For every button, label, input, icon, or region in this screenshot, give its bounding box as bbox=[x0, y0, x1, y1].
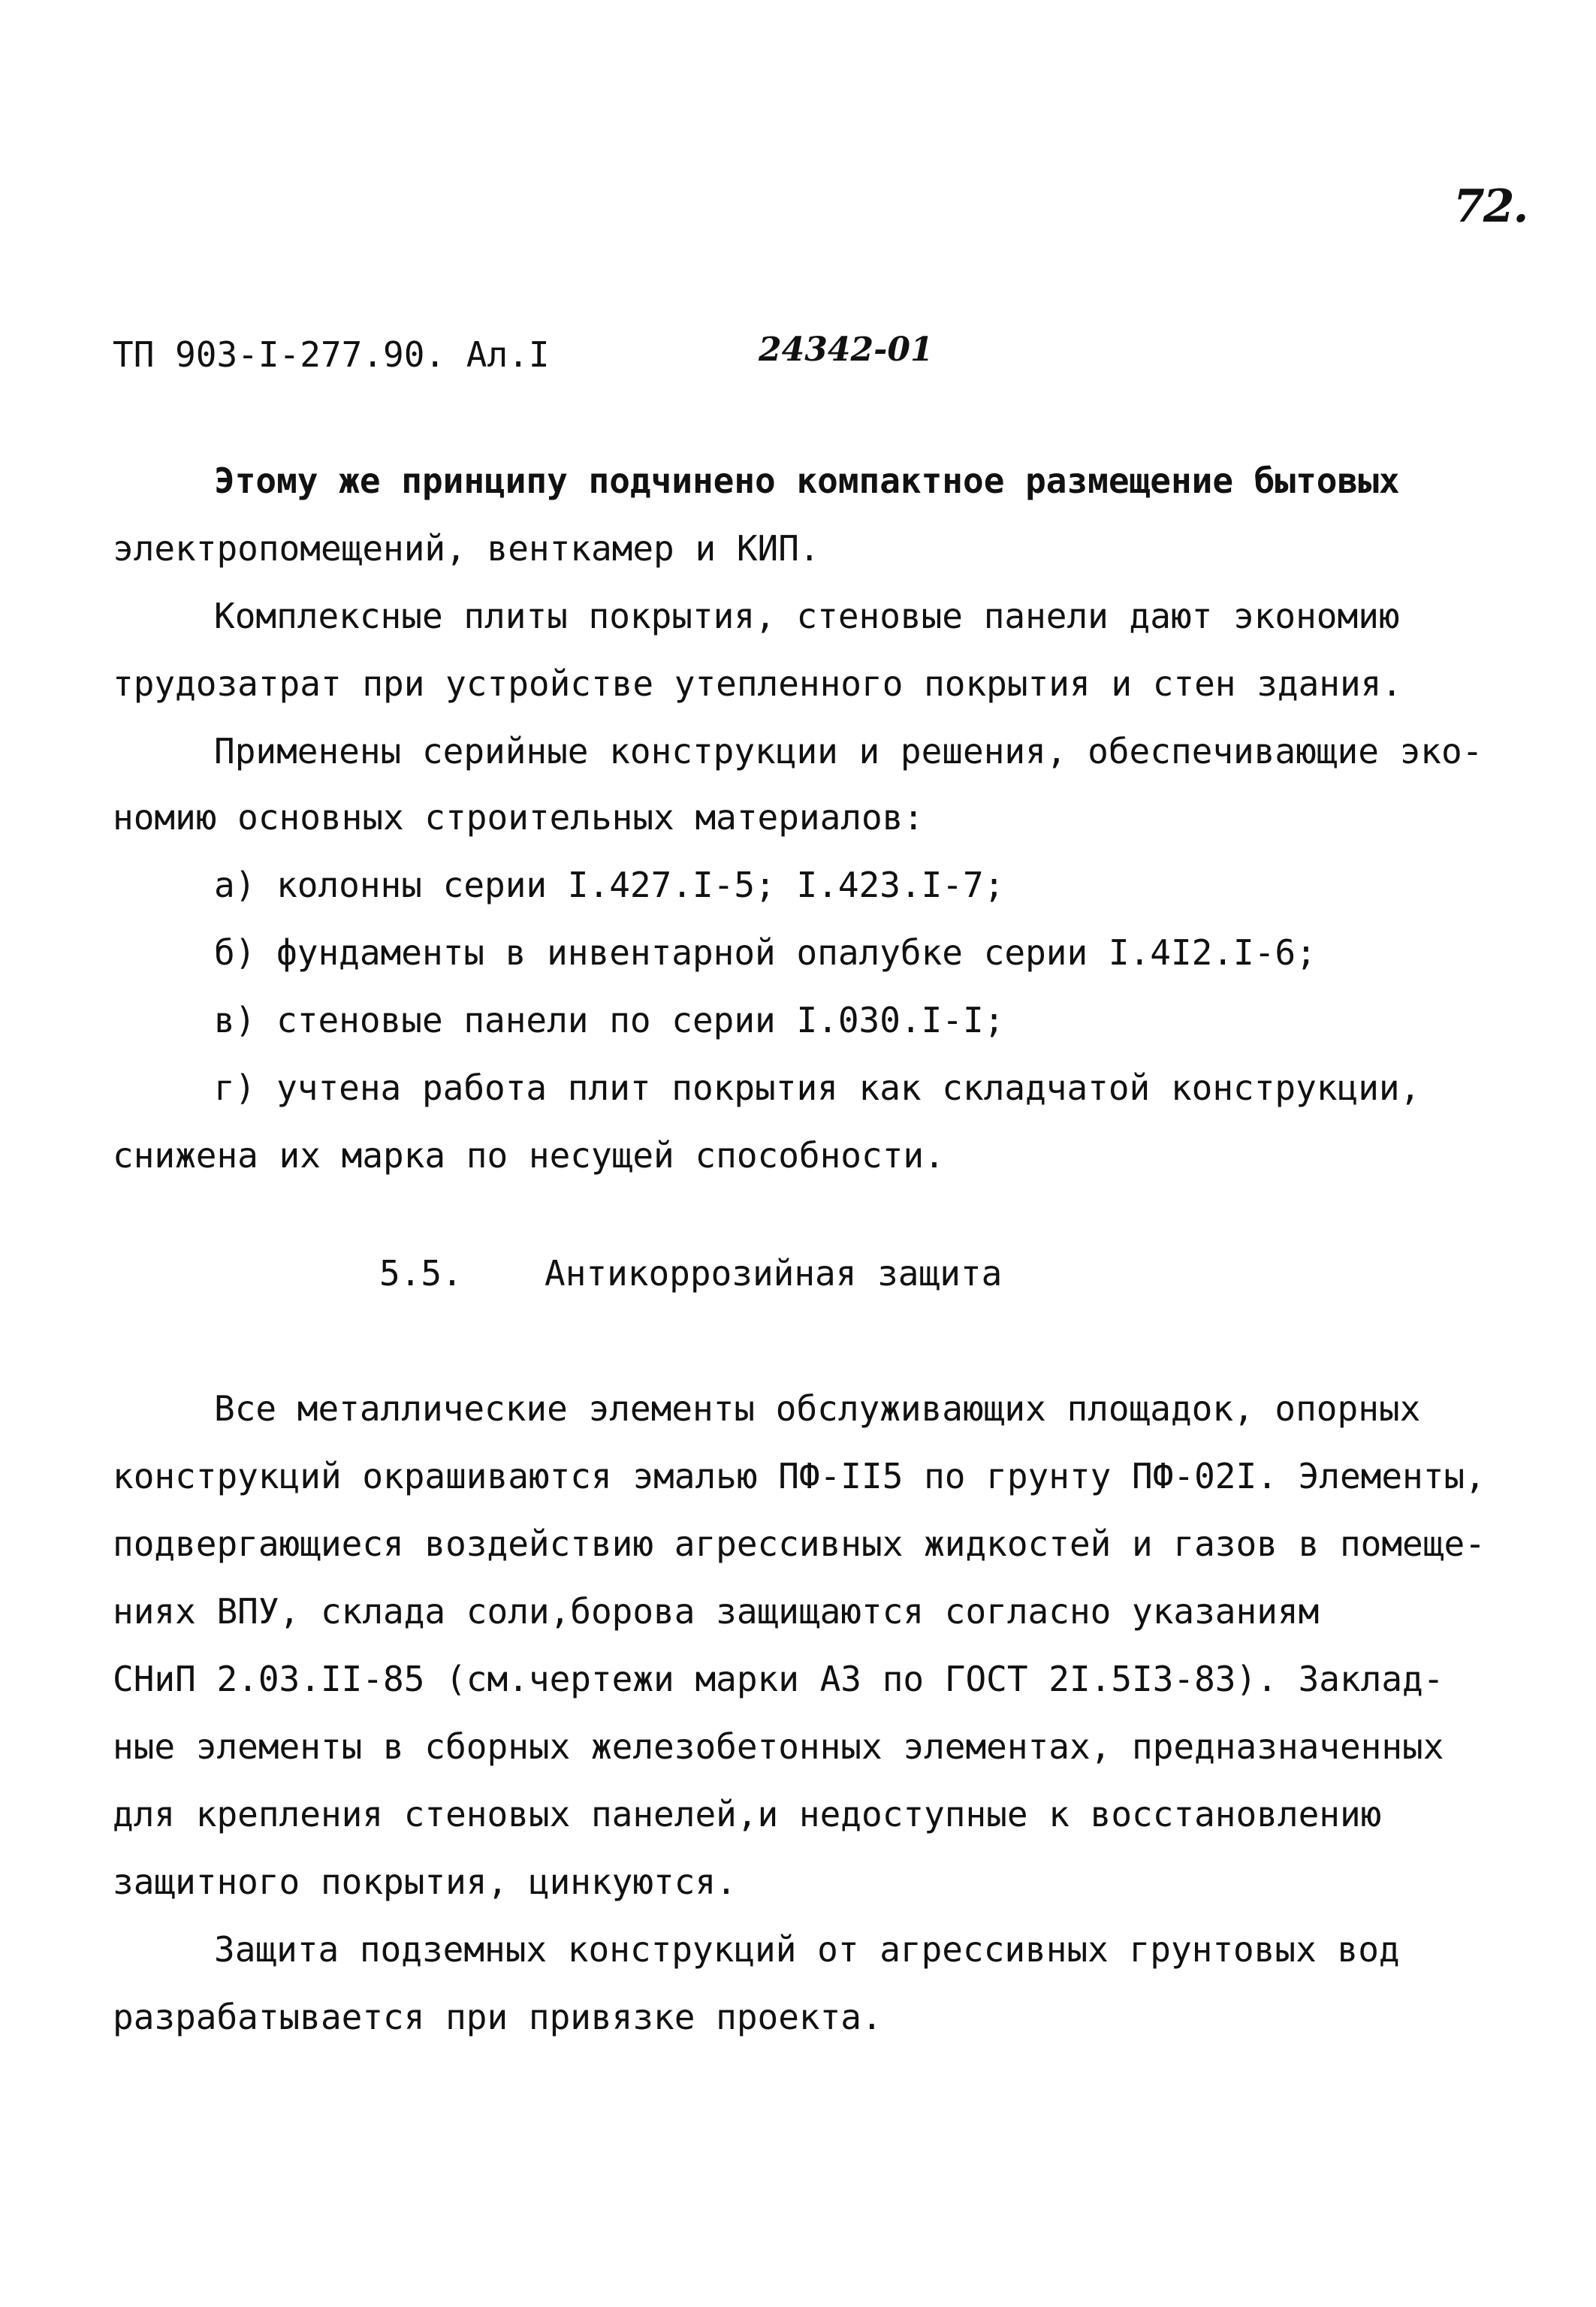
page-number: 72. bbox=[1453, 180, 1528, 233]
paragraph-line: СНиП 2.03.II-85 (см.чертежи марки АЗ по ГОСТ 2I.5I3-83). Заклад- bbox=[113, 1659, 1444, 1699]
paragraph-line: конструкций окрашиваются эмалью ПФ-II5 по грунту ПФ-02I. Элементы, bbox=[113, 1456, 1486, 1496]
list-item: а) колонны серии I.427.I-5; I.423.I-7; bbox=[214, 865, 1005, 905]
inventory-number: 24342-01 bbox=[759, 331, 934, 369]
paragraph-line: трудозатрат при устройстве утепленного покрытия и стен здания. bbox=[113, 663, 1403, 704]
paragraph-line: подвергающиеся воздействию агрессивных жидкостей и газов в помеще- bbox=[113, 1523, 1486, 1564]
paragraph-line: номию основных строительных материалов: bbox=[113, 797, 925, 838]
paragraph-line: Защита подземных конструкций от агрессивных грунтовых вод bbox=[214, 1929, 1400, 1970]
paragraph-line: Этому же принципу подчинено компактное размещение бытовых bbox=[214, 460, 1400, 501]
paragraph-line: Комплексные плиты покрытия, стеновые панели дают экономию bbox=[214, 596, 1400, 636]
section-title: Антикоррозийная защита bbox=[545, 1253, 1003, 1294]
document-code: ТП 903-I-277.90. Ал.I bbox=[113, 334, 550, 375]
paragraph-line: электропомещений, венткамер и КИП. bbox=[113, 528, 820, 569]
section-number: 5.5. bbox=[379, 1253, 463, 1294]
paragraph-line: Все металлические элементы обслуживающих площадок, опорных bbox=[214, 1388, 1421, 1429]
paragraph-line: снижена их марка по несущей способности. bbox=[113, 1135, 945, 1176]
list-item: в) стеновые панели по серии I.030.I-I; bbox=[214, 1000, 1005, 1040]
paragraph-line: Применены серийные конструкции и решения, обеспечивающие эко- bbox=[214, 731, 1483, 772]
paragraph-line: разрабатывается при привязке проекта. bbox=[113, 1997, 882, 2037]
paragraph-line: ниях ВПУ, склада соли,борова защищаются согласно указаниям bbox=[113, 1591, 1320, 1632]
paragraph-line: защитного покрытия, цинкуются. bbox=[113, 1862, 737, 1902]
list-item: б) фундаменты в инвентарной опалубке серии I.4I2.I-6; bbox=[214, 932, 1317, 973]
list-item: г) учтена работа плит покрытия как складчатой конструкции, bbox=[214, 1067, 1421, 1108]
paragraph-line: ные элементы в сборных железобетонных элементах, предназначенных bbox=[113, 1726, 1444, 1767]
paragraph-line: для крепления стеновых панелей,и недоступные к восстановлению bbox=[113, 1794, 1382, 1834]
